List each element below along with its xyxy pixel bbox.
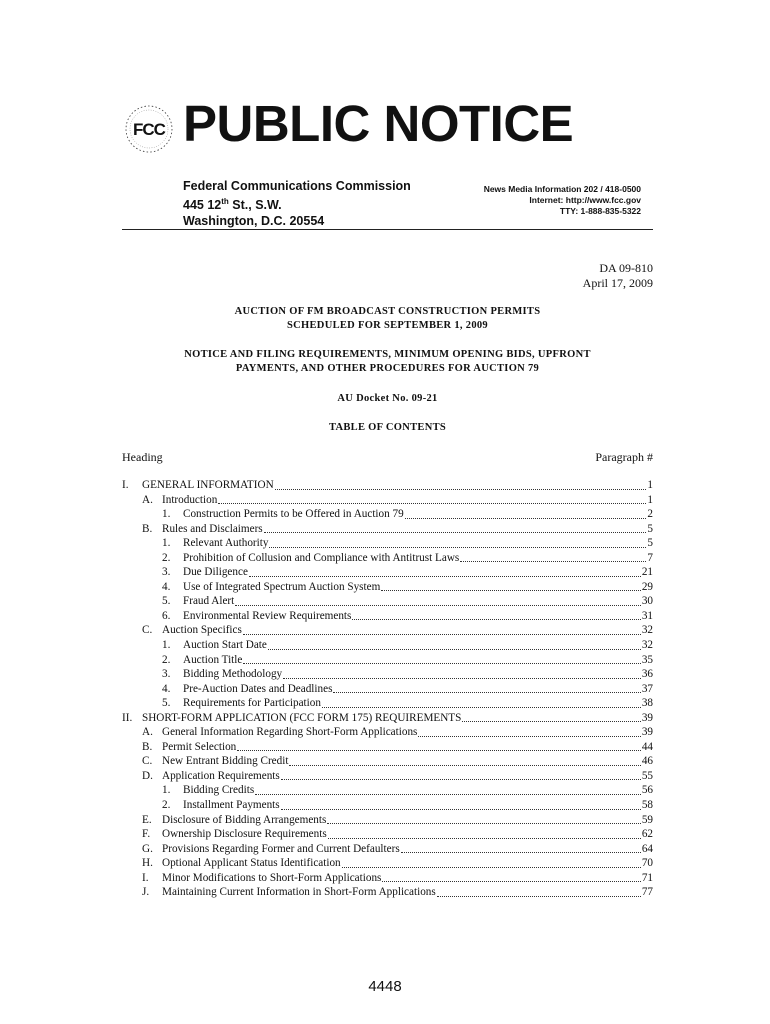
toc-leader-dots	[264, 532, 647, 533]
toc-entry-label: B.	[142, 740, 153, 753]
toc-entry-label: II.	[122, 711, 133, 724]
toc-leader-dots	[281, 809, 641, 810]
toc-entry	[122, 565, 653, 580]
toc-leader-dots	[275, 489, 647, 490]
toc-entry	[122, 827, 653, 842]
toc-entry	[122, 813, 653, 828]
toc-leader-dots	[322, 707, 641, 708]
toc-entry-label: J.	[142, 886, 150, 899]
toc-entry-label: 6.	[162, 609, 171, 622]
toc-entry-title: Disclosure of Bidding Arrangements	[162, 813, 327, 826]
toc-entry-label: 5.	[162, 697, 171, 710]
toc-entry-paragraph: 21	[641, 566, 653, 579]
toc-entry-paragraph: 39	[641, 726, 653, 739]
toc-leader-dots	[460, 561, 646, 562]
toc-entry-paragraph: 5	[647, 537, 653, 550]
toc-entry-paragraph: 31	[641, 609, 653, 622]
toc-entry	[122, 638, 653, 653]
toc-entry-title: Introduction	[162, 493, 218, 506]
toc-leader-dots	[437, 896, 641, 897]
toc-entry-title: Minor Modifications to Short-Form Applications	[162, 871, 382, 884]
toc-entry-paragraph: 1	[647, 493, 653, 506]
toc-entry-label: 2.	[162, 799, 171, 812]
toc-leader-dots	[418, 736, 640, 737]
paragraph-column-label: Paragraph #	[595, 450, 653, 464]
toc-entry-title: Auction Title	[183, 653, 243, 666]
table-of-contents	[122, 478, 653, 900]
internet-info: Internet: http://www.fcc.gov	[529, 195, 641, 205]
docket-number: AU Docket No. 09-21	[337, 393, 438, 404]
toc-entry-title: Permit Selection	[162, 740, 237, 753]
toc-entry-title: Fraud Alert	[183, 595, 235, 608]
page-number: 4448	[368, 978, 402, 995]
toc-entry-paragraph: 59	[641, 813, 653, 826]
tty-info: TTY: 1-888-835-5322	[559, 206, 641, 216]
toc-entry-title: General Information Regarding Short-Form Applications	[162, 726, 418, 739]
toc-leader-dots	[352, 619, 640, 620]
toc-entry-paragraph: 36	[641, 668, 653, 681]
toc-leader-dots	[405, 518, 647, 519]
toc-entry-paragraph: 58	[641, 799, 653, 812]
toc-entry-label: 1.	[162, 639, 171, 652]
toc-entry-title: Maintaining Current Information in Short-Form Applications	[162, 886, 436, 899]
toc-entry-label: 4.	[162, 580, 171, 593]
document-info	[583, 261, 653, 291]
contact-info	[484, 184, 641, 217]
toc-entry-paragraph: 39	[641, 711, 653, 724]
toc-leader-dots	[401, 852, 641, 853]
toc-entry-label: C.	[142, 755, 153, 768]
notice-title: AUCTION OF FM BROADCAST CONSTRUCTION PERMITS SCHEDULED FOR SEPTEMBER 1, 2009	[234, 306, 541, 331]
toc-entry-paragraph: 56	[641, 784, 653, 797]
toc-entry-title: Use of Integrated Spectrum Auction System	[183, 580, 381, 593]
toc-entry-paragraph: 7	[647, 551, 653, 564]
toc-entry	[122, 696, 653, 711]
toc-entry	[122, 769, 653, 784]
toc-entry	[122, 551, 653, 566]
toc-entry-paragraph: 38	[641, 697, 653, 710]
seal-text: FCC	[133, 120, 165, 139]
toc-entry	[122, 580, 653, 595]
toc-entry-title: Bidding Credits	[183, 784, 255, 797]
toc-entry-paragraph: 30	[641, 595, 653, 608]
toc-entry-label: 5.	[162, 595, 171, 608]
toc-entry-paragraph: 62	[641, 828, 653, 841]
toc-entry	[122, 682, 653, 697]
toc-entry	[122, 536, 653, 551]
header-divider	[122, 229, 653, 230]
toc-entry-label: I.	[142, 871, 149, 884]
toc-leader-dots	[255, 794, 641, 795]
toc-entry	[122, 609, 653, 624]
toc-entry-label: 2.	[162, 653, 171, 666]
toc-entry-title: Environmental Review Requirements	[183, 609, 352, 622]
toc-entry-title: SHORT-FORM APPLICATION (FCC FORM 175) REQUIREMENTS	[142, 711, 462, 724]
toc-leader-dots	[269, 547, 646, 548]
toc-entry	[122, 798, 653, 813]
notice-subtitle: NOTICE AND FILING REQUIREMENTS, MINIMUM OPENING BIDS, UPFRONT PAYMENTS, AND OTHER PROCEDURES FOR AUCTION 79	[184, 349, 591, 374]
toc-entry-title: Rules and Disclaimers	[162, 522, 263, 535]
toc-entry-title: Provisions Regarding Former and Current Defaulters	[162, 842, 400, 855]
toc-entry-label: A.	[142, 493, 153, 506]
toc-leader-dots	[249, 576, 641, 577]
toc-entry-title: Bidding Methodology	[183, 668, 283, 681]
toc-entry	[122, 783, 653, 798]
toc-entry	[122, 842, 653, 857]
toc-entry-title: Pre-Auction Dates and Deadlines	[183, 682, 333, 695]
toc-entry-paragraph: 70	[641, 857, 653, 870]
toc-entry-label: G.	[142, 842, 153, 855]
toc-entry-label: I.	[122, 479, 129, 491]
toc-entry-paragraph: 46	[641, 755, 653, 768]
toc-entry-label: E.	[142, 813, 152, 826]
toc-entry-paragraph: 32	[641, 624, 653, 637]
toc-entry-label: 1.	[162, 784, 171, 797]
toc-entry-title: Auction Specifics	[162, 624, 242, 637]
toc-entry	[122, 522, 653, 537]
toc-entry-paragraph: 29	[641, 580, 653, 593]
toc-entry-paragraph: 44	[641, 740, 653, 753]
toc-entry-label: 2.	[162, 551, 171, 564]
toc-entry-label: H.	[142, 857, 153, 870]
toc-entry	[122, 478, 653, 493]
fcc-seal-logo	[124, 104, 174, 154]
document-number: DA 09-810	[599, 261, 653, 275]
toc-entry-label: A.	[142, 726, 153, 739]
toc-entry-label: 1.	[162, 537, 171, 550]
toc-entry-title: Construction Permits to be Offered in Auction 79	[183, 508, 404, 521]
toc-entry	[122, 885, 653, 900]
toc-entry	[122, 667, 653, 682]
toc-entry	[122, 493, 653, 508]
toc-leader-dots	[235, 605, 641, 606]
toc-entry	[122, 623, 653, 638]
toc-leader-dots	[289, 765, 640, 766]
toc-entry-paragraph: 37	[641, 682, 653, 695]
document-date: April 17, 2009	[582, 276, 653, 290]
toc-entry-label: B.	[142, 522, 153, 535]
toc-leader-dots	[327, 823, 640, 824]
toc-heading: TABLE OF CONTENTS	[328, 422, 447, 433]
toc-leader-dots	[237, 750, 641, 751]
toc-entry	[122, 653, 653, 668]
toc-entry-paragraph: 5	[647, 522, 653, 535]
toc-entry-title: GENERAL INFORMATION	[142, 479, 274, 491]
toc-leader-dots	[243, 663, 640, 664]
toc-entry-paragraph: 2	[647, 508, 653, 521]
toc-leader-dots	[268, 649, 641, 650]
toc-entry-title: Requirements for Participation	[183, 697, 321, 710]
toc-entry-paragraph: 35	[641, 653, 653, 666]
toc-entry-label: F.	[142, 828, 151, 841]
toc-entry	[122, 711, 653, 726]
agency-name: Federal Communications Commission	[183, 179, 411, 193]
toc-entry-title: New Entrant Bidding Credit	[162, 755, 289, 768]
street-address: 445 12th St., S.W.	[183, 197, 282, 213]
toc-leader-dots	[333, 692, 640, 693]
toc-leader-dots	[462, 721, 640, 722]
agency-address	[183, 178, 411, 229]
toc-leader-dots	[382, 881, 640, 882]
toc-entry-label: D.	[142, 769, 153, 782]
toc-leader-dots	[218, 503, 646, 504]
toc-leader-dots	[283, 678, 641, 679]
toc-entry-title: Due Diligence	[183, 566, 248, 579]
toc-leader-dots	[243, 634, 641, 635]
toc-leader-dots	[381, 590, 641, 591]
toc-entry-title: Auction Start Date	[183, 639, 267, 652]
toc-leader-dots	[342, 867, 641, 868]
toc-leader-dots	[281, 779, 641, 780]
toc-entry	[122, 594, 653, 609]
toc-entry	[122, 871, 653, 886]
page-title: PUBLIC NOTICE	[183, 95, 574, 152]
toc-entry-label: C.	[142, 624, 153, 637]
toc-entry-paragraph: 71	[641, 871, 653, 884]
toc-entry-label: 3.	[162, 566, 171, 579]
toc-entry-label: 4.	[162, 682, 171, 695]
toc-entry-paragraph: 1	[647, 479, 653, 491]
heading-column-label: Heading	[122, 450, 163, 464]
toc-entry	[122, 754, 653, 769]
toc-entry-title: Ownership Disclosure Requirements	[162, 828, 327, 841]
toc-entry-label: 3.	[162, 668, 171, 681]
toc-entry	[122, 725, 653, 740]
toc-entry-title: Installment Payments	[183, 799, 280, 812]
toc-entry	[122, 856, 653, 871]
city-line: Washington, D.C. 20554	[183, 214, 325, 229]
toc-entry-paragraph: 64	[641, 842, 653, 855]
toc-entry-paragraph: 32	[641, 639, 653, 652]
toc-entry-title: Prohibition of Collusion and Compliance with Antitrust Laws	[183, 551, 460, 564]
toc-entry-paragraph: 77	[641, 886, 653, 899]
toc-leader-dots	[328, 838, 641, 839]
media-info: News Media Information 202 / 418-0500	[483, 184, 641, 194]
toc-entry	[122, 507, 653, 522]
toc-entry-label: 1.	[162, 508, 171, 521]
toc-entry-title: Application Requirements	[162, 769, 280, 782]
toc-entry	[122, 740, 653, 755]
toc-entry-paragraph: 55	[641, 769, 653, 782]
toc-entry-title: Relevant Authority	[183, 537, 269, 550]
toc-entry-title: Optional Applicant Status Identification	[162, 857, 341, 870]
